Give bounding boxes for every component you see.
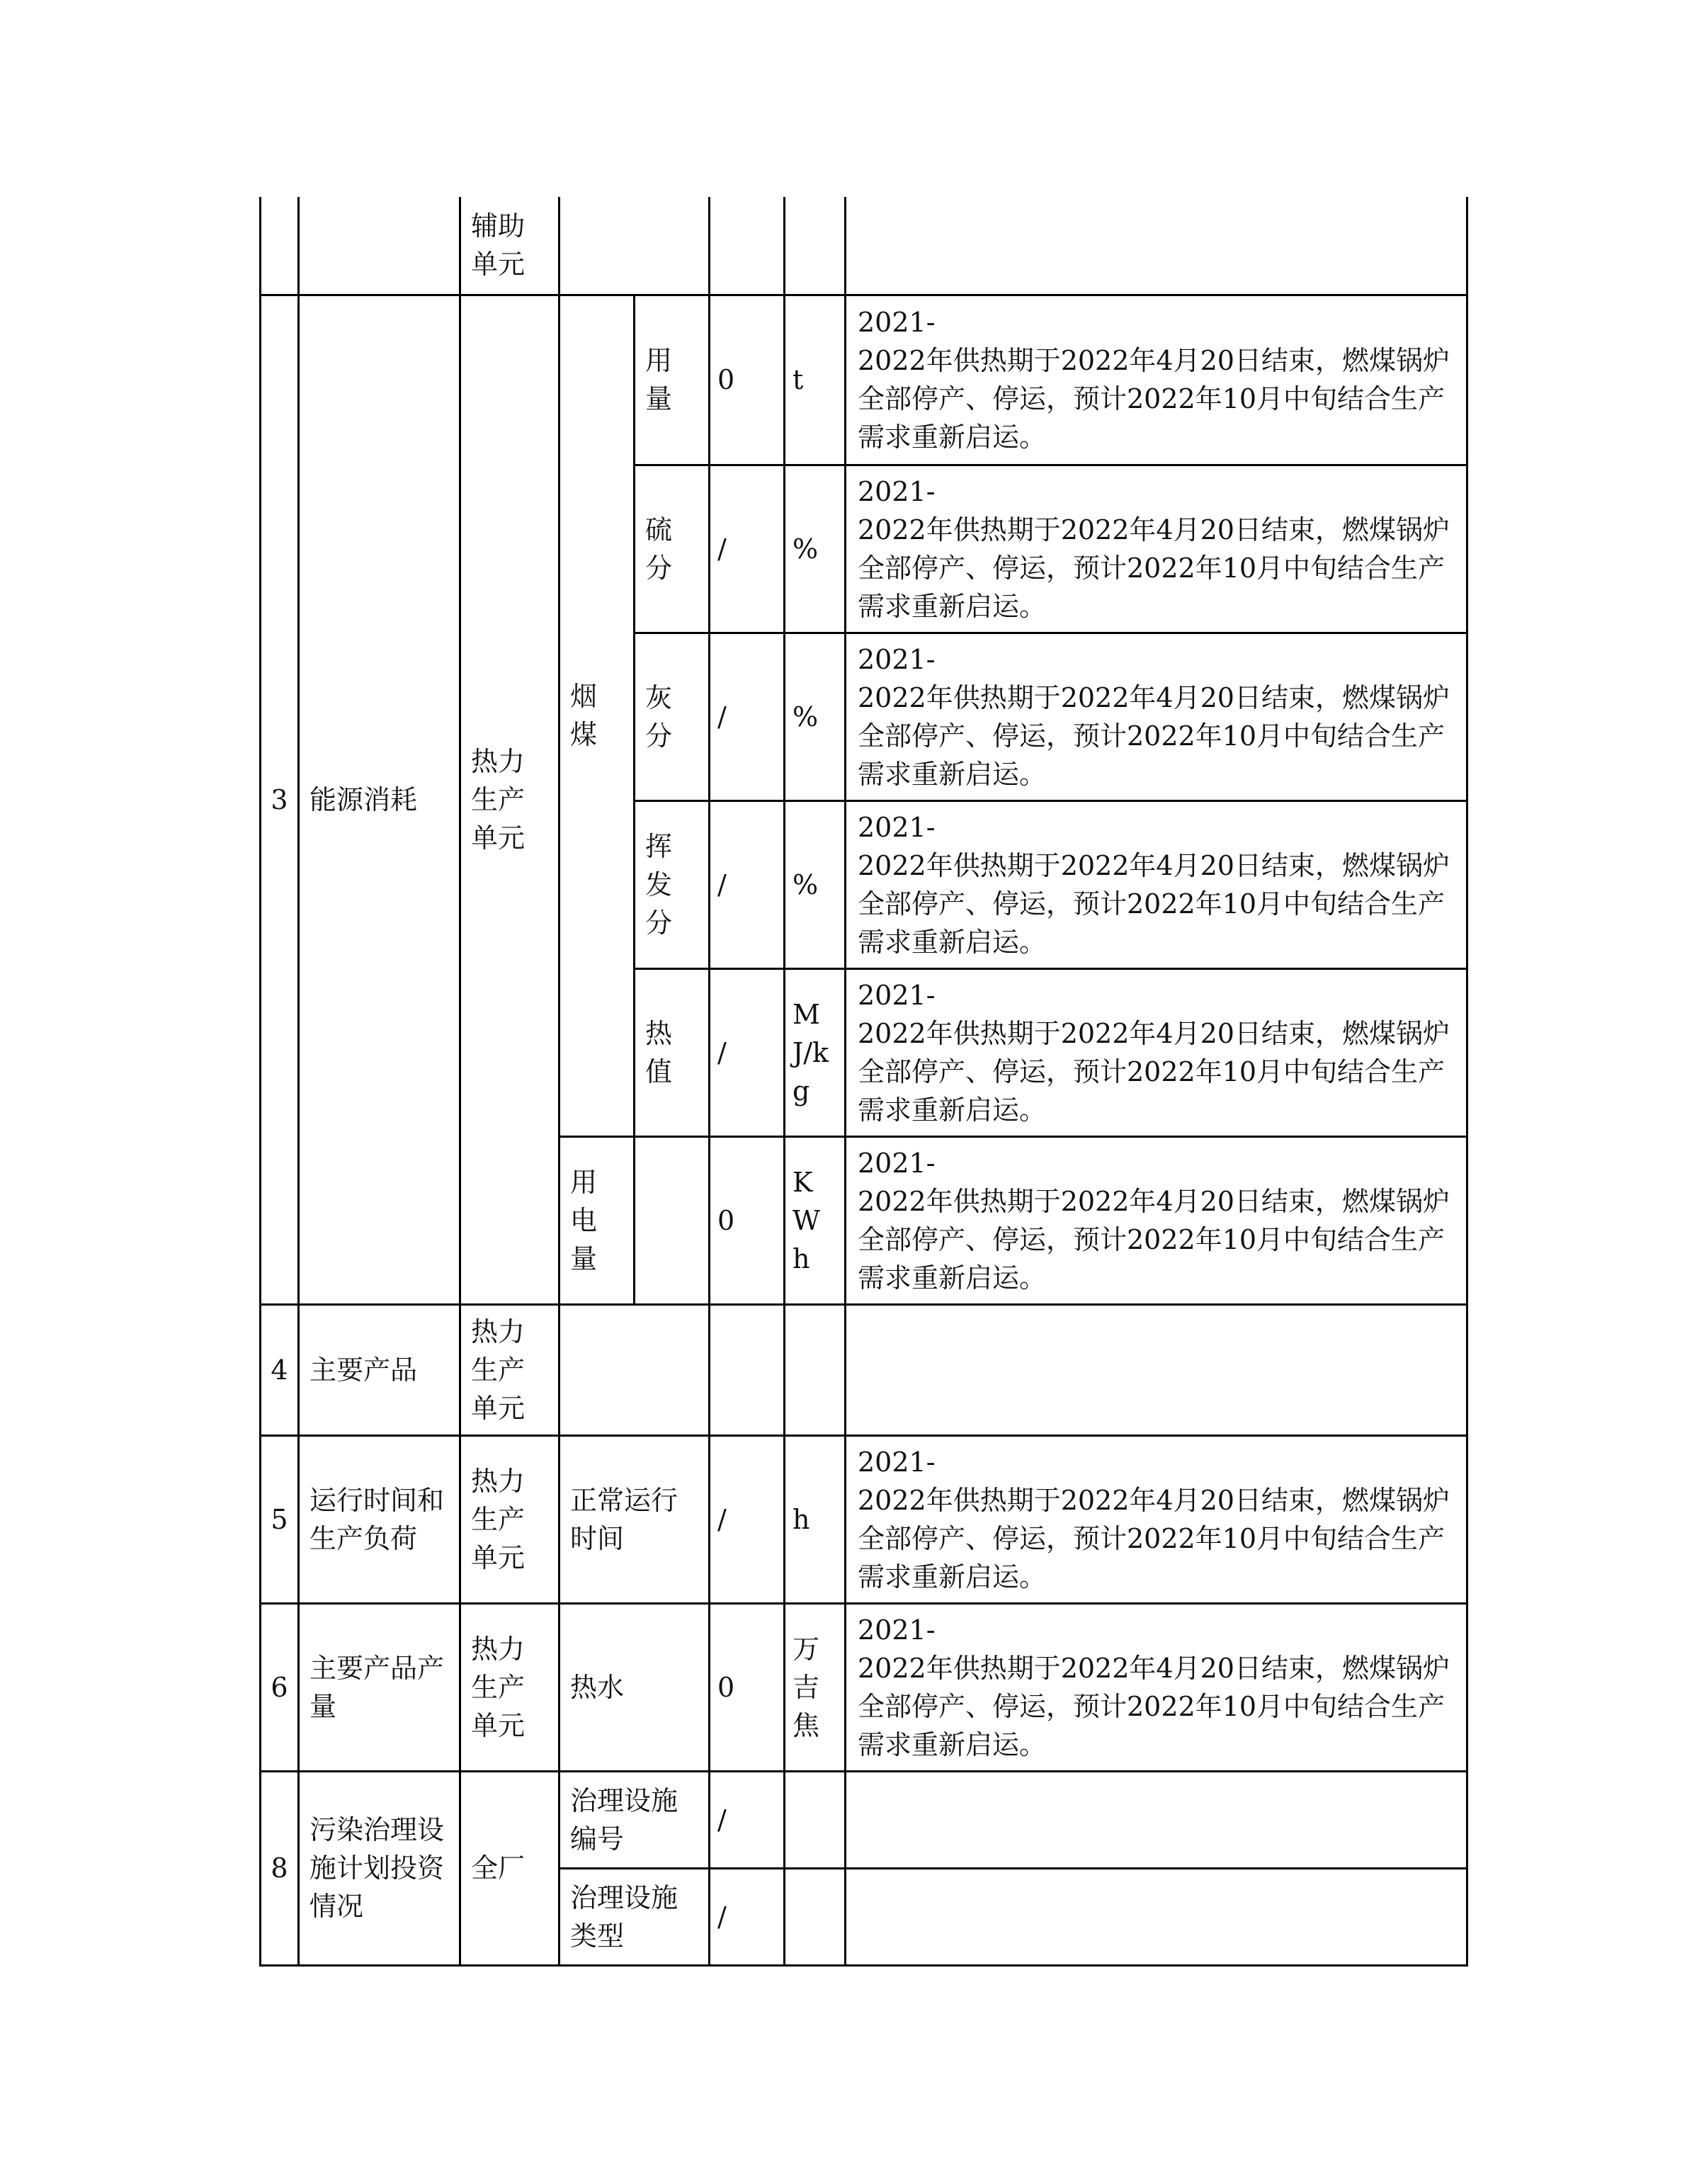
- note-cell: [846, 1771, 1467, 1868]
- note-line: 2022年供热期于2022年4月20日结束，燃煤锅炉全部停产、停运，预计2022年10月中旬结合生产需求重新启运。: [858, 1652, 1450, 1760]
- param-cell: 正常运行时间: [560, 1435, 710, 1603]
- note-text: [858, 1611, 1455, 1764]
- measure-cell: %: [785, 800, 846, 968]
- measure-cell: h: [785, 1435, 846, 1603]
- param-cell: 硫分: [635, 465, 710, 633]
- param-cell: 用量: [635, 295, 710, 465]
- note-cell: [846, 633, 1467, 800]
- measure-cell: %: [785, 633, 846, 800]
- measure-cell: %: [785, 465, 846, 633]
- item-cell: 污染治理设施计划投资情况: [299, 1771, 460, 1965]
- param-cell: 用电量: [560, 1136, 635, 1304]
- measure-cell: t: [785, 295, 846, 465]
- note-line: 2021-: [858, 475, 936, 507]
- unit-cell: 热力生产单元: [460, 1304, 560, 1435]
- note-cell: [846, 1603, 1467, 1771]
- unit-cell: 热力生产单元: [460, 1603, 560, 1771]
- value-cell: 0: [710, 1603, 785, 1771]
- index-cell: [261, 197, 299, 295]
- measure-cell: KWh: [785, 1136, 846, 1304]
- note-line: 2022年供热期于2022年4月20日结束，燃煤锅炉全部停产、停运，预计2022年10月中旬结合生产需求重新启运。: [858, 849, 1450, 958]
- note-line: 2022年供热期于2022年4月20日结束，燃煤锅炉全部停产、停运，预计2022年10月中旬结合生产需求重新启运。: [858, 514, 1450, 622]
- note-cell: [846, 1136, 1467, 1304]
- param-cell: 治理设施类型: [560, 1868, 710, 1965]
- param-cell: 灰分: [635, 633, 710, 800]
- param-cell: 热水: [560, 1603, 710, 1771]
- note-line: 2021-: [858, 1147, 936, 1179]
- value-cell: /: [710, 1435, 785, 1603]
- index-cell: 3: [261, 295, 299, 1304]
- value-cell: /: [710, 465, 785, 633]
- measure-cell: 万吉焦: [785, 1603, 846, 1771]
- note-cell: [846, 1868, 1467, 1965]
- item-cell: 能源消耗: [299, 295, 460, 1304]
- param-cell: [560, 197, 710, 295]
- report-table: [259, 197, 1468, 1967]
- measure-cell: [785, 1771, 846, 1868]
- value-cell: 0: [710, 1136, 785, 1304]
- index-cell: 5: [261, 1435, 299, 1603]
- note-line: 2022年供热期于2022年4月20日结束，燃煤锅炉全部停产、停运，预计2022年10月中旬结合生产需求重新启运。: [858, 681, 1450, 790]
- note-cell: [846, 800, 1467, 968]
- item-cell: 主要产品产量: [299, 1603, 460, 1771]
- index-cell: 4: [261, 1304, 299, 1435]
- table-row: [261, 197, 1467, 295]
- unit-cell: 热力生产单元: [460, 1435, 560, 1603]
- note-text: [858, 1443, 1455, 1596]
- note-line: 2021-: [858, 643, 936, 675]
- note-line: 2022年供热期于2022年4月20日结束，燃煤锅炉全部停产、停运，预计2022年10月中旬结合生产需求重新启运。: [858, 345, 1450, 453]
- table-row: [261, 295, 1467, 465]
- param-cell: 治理设施编号: [560, 1771, 710, 1868]
- measure-cell: [785, 197, 846, 295]
- note-cell: [846, 968, 1467, 1136]
- measure-cell: [785, 1868, 846, 1965]
- table-row: [261, 1304, 1467, 1435]
- index-cell: 8: [261, 1771, 299, 1965]
- note-line: 2022年供热期于2022年4月20日结束，燃煤锅炉全部停产、停运，预计2022年10月中旬结合生产需求重新启运。: [858, 1484, 1450, 1592]
- value-cell: 0: [710, 295, 785, 465]
- note-cell: [846, 197, 1467, 295]
- note-cell: [846, 1304, 1467, 1435]
- unit-cell: 辅助单元: [460, 197, 560, 295]
- note-text: [858, 808, 1455, 961]
- note-line: 2021-: [858, 1614, 936, 1646]
- note-line: 2021-: [858, 307, 936, 338]
- note-line: 2021-: [858, 979, 936, 1011]
- note-line: 2022年供热期于2022年4月20日结束，燃煤锅炉全部停产、停运，预计2022年10月中旬结合生产需求重新启运。: [858, 1017, 1450, 1126]
- note-text: [858, 473, 1455, 626]
- note-cell: [846, 465, 1467, 633]
- param-cell: [560, 1304, 710, 1435]
- index-cell: 6: [261, 1603, 299, 1771]
- note-cell: [846, 1435, 1467, 1603]
- table-row: [261, 1435, 1467, 1603]
- param-cell: [635, 1136, 710, 1304]
- item-cell: 运行时间和生产负荷: [299, 1435, 460, 1603]
- table-row: [261, 1603, 1467, 1771]
- measure-cell: MJ/kg: [785, 968, 846, 1136]
- value-cell: [710, 1304, 785, 1435]
- measure-cell: [785, 1304, 846, 1435]
- value-cell: /: [710, 800, 785, 968]
- coal-type-cell: 烟煤: [560, 295, 635, 1136]
- note-line: 2021-: [858, 811, 936, 843]
- unit-cell: 热力生产单元: [460, 295, 560, 1304]
- value-cell: /: [710, 633, 785, 800]
- note-line: 2021-: [858, 1446, 936, 1478]
- param-cell: 挥发分: [635, 800, 710, 968]
- table-row: [261, 1771, 1467, 1868]
- note-line: 2022年供热期于2022年4月20日结束，燃煤锅炉全部停产、停运，预计2022年10月中旬结合生产需求重新启运。: [858, 1185, 1450, 1294]
- value-cell: /: [710, 1771, 785, 1868]
- note-text: [858, 1144, 1455, 1297]
- unit-cell: 全厂: [460, 1771, 560, 1965]
- item-cell: 主要产品: [299, 1304, 460, 1435]
- note-text: [858, 303, 1455, 456]
- note-cell: [846, 295, 1467, 465]
- note-text: [858, 640, 1455, 793]
- value-cell: [710, 197, 785, 295]
- value-cell: /: [710, 968, 785, 1136]
- value-cell: /: [710, 1868, 785, 1965]
- item-cell: [299, 197, 460, 295]
- note-text: [858, 976, 1455, 1129]
- param-cell: 热值: [635, 968, 710, 1136]
